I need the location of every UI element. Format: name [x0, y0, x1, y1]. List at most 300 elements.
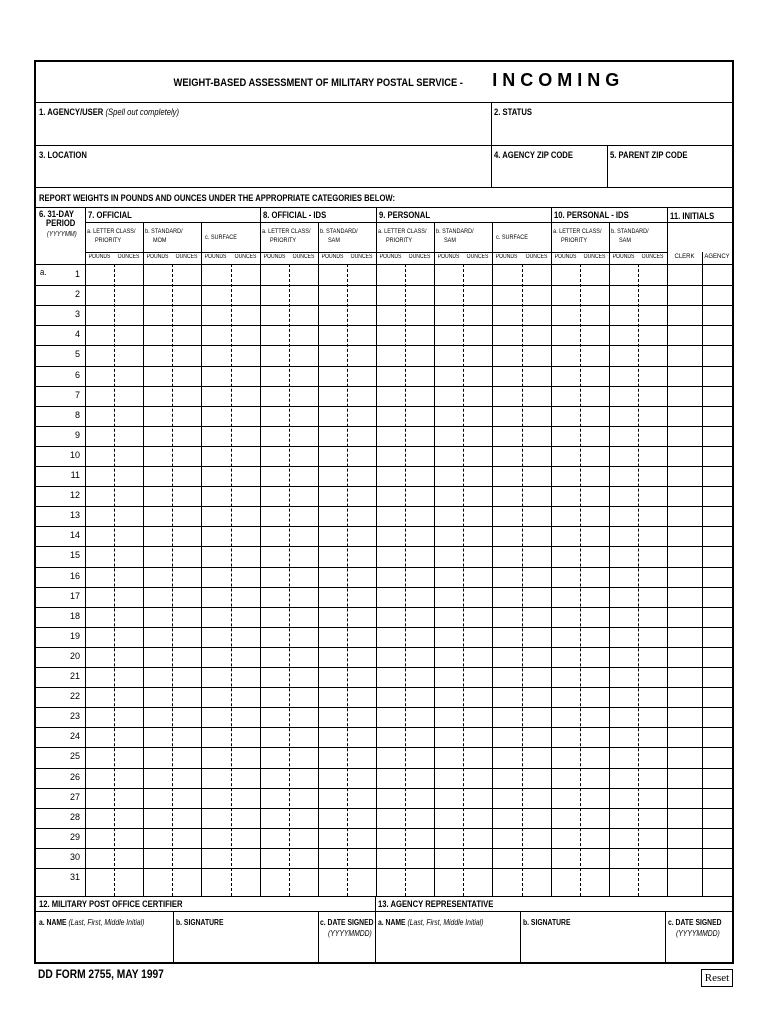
- weight-cell[interactable]: [493, 829, 520, 847]
- weight-cell[interactable]: [144, 326, 171, 344]
- clerk-initials-cell[interactable]: [668, 708, 701, 726]
- weight-cell[interactable]: [173, 547, 200, 565]
- weight-cell[interactable]: [552, 568, 579, 586]
- weight-cell[interactable]: [435, 608, 462, 626]
- weight-cell[interactable]: [348, 326, 375, 344]
- weight-cell[interactable]: [639, 447, 666, 465]
- weight-cell[interactable]: [464, 487, 491, 505]
- weight-cell[interactable]: [173, 789, 200, 807]
- weight-cell[interactable]: [290, 668, 317, 686]
- weight-cell[interactable]: [639, 849, 666, 867]
- weight-cell[interactable]: [290, 326, 317, 344]
- weight-cell[interactable]: [319, 527, 346, 545]
- weight-cell[interactable]: [319, 487, 346, 505]
- weight-cell[interactable]: [406, 648, 433, 666]
- weight-cell[interactable]: [348, 608, 375, 626]
- weight-cell[interactable]: [523, 447, 550, 465]
- weight-cell[interactable]: [115, 748, 142, 766]
- weight-cell[interactable]: [406, 849, 433, 867]
- weight-cell[interactable]: [377, 346, 404, 364]
- weight-cell[interactable]: [144, 869, 171, 887]
- clerk-initials-cell[interactable]: [668, 467, 701, 485]
- weight-cell[interactable]: [115, 367, 142, 385]
- weight-cell[interactable]: [523, 407, 550, 425]
- weight-cell[interactable]: [261, 588, 288, 606]
- weight-cell[interactable]: [406, 367, 433, 385]
- weight-cell[interactable]: [232, 809, 259, 827]
- clerk-initials-cell[interactable]: [668, 608, 701, 626]
- weight-cell[interactable]: [290, 407, 317, 425]
- weight-cell[interactable]: [377, 527, 404, 545]
- weight-cell[interactable]: [610, 527, 637, 545]
- weight-cell[interactable]: [523, 306, 550, 324]
- weight-cell[interactable]: [435, 568, 462, 586]
- weight-cell[interactable]: [202, 286, 229, 304]
- weight-cell[interactable]: [144, 789, 171, 807]
- agency-initials-cell[interactable]: [703, 688, 731, 706]
- weight-cell[interactable]: [435, 829, 462, 847]
- weight-cell[interactable]: [115, 728, 142, 746]
- weight-cell[interactable]: [464, 708, 491, 726]
- weight-cell[interactable]: [86, 527, 113, 545]
- weight-cell[interactable]: [144, 286, 171, 304]
- weight-cell[interactable]: [202, 628, 229, 646]
- weight-cell[interactable]: [232, 688, 259, 706]
- weight-cell[interactable]: [348, 527, 375, 545]
- weight-cell[interactable]: [523, 367, 550, 385]
- weight-cell[interactable]: [435, 849, 462, 867]
- weight-cell[interactable]: [435, 266, 462, 284]
- weight-cell[interactable]: [290, 387, 317, 405]
- weight-cell[interactable]: [493, 809, 520, 827]
- weight-cell[interactable]: [581, 326, 608, 344]
- weight-cell[interactable]: [232, 266, 259, 284]
- weight-cell[interactable]: [464, 849, 491, 867]
- weight-cell[interactable]: [523, 769, 550, 787]
- weight-cell[interactable]: [86, 487, 113, 505]
- weight-cell[interactable]: [115, 346, 142, 364]
- weight-cell[interactable]: [552, 407, 579, 425]
- weight-cell[interactable]: [435, 809, 462, 827]
- weight-cell[interactable]: [493, 648, 520, 666]
- weight-cell[interactable]: [639, 286, 666, 304]
- weight-cell[interactable]: [639, 728, 666, 746]
- weight-cell[interactable]: [261, 568, 288, 586]
- agency-initials-cell[interactable]: [703, 306, 731, 324]
- weight-cell[interactable]: [290, 708, 317, 726]
- weight-cell[interactable]: [377, 748, 404, 766]
- weight-cell[interactable]: [290, 849, 317, 867]
- weight-cell[interactable]: [290, 769, 317, 787]
- weight-cell[interactable]: [493, 286, 520, 304]
- weight-cell[interactable]: [319, 688, 346, 706]
- agency-initials-cell[interactable]: [703, 628, 731, 646]
- weight-cell[interactable]: [319, 769, 346, 787]
- weight-cell[interactable]: [86, 688, 113, 706]
- weight-cell[interactable]: [552, 346, 579, 364]
- weight-cell[interactable]: [232, 326, 259, 344]
- weight-cell[interactable]: [523, 708, 550, 726]
- weight-cell[interactable]: [639, 326, 666, 344]
- weight-cell[interactable]: [115, 628, 142, 646]
- weight-cell[interactable]: [523, 829, 550, 847]
- weight-cell[interactable]: [115, 668, 142, 686]
- weight-cell[interactable]: [610, 286, 637, 304]
- weight-cell[interactable]: [144, 769, 171, 787]
- weight-cell[interactable]: [144, 648, 171, 666]
- weight-cell[interactable]: [261, 407, 288, 425]
- weight-cell[interactable]: [115, 789, 142, 807]
- weight-cell[interactable]: [493, 407, 520, 425]
- weight-cell[interactable]: [348, 407, 375, 425]
- weight-cell[interactable]: [464, 306, 491, 324]
- weight-cell[interactable]: [581, 387, 608, 405]
- weight-cell[interactable]: [261, 648, 288, 666]
- weight-cell[interactable]: [406, 487, 433, 505]
- weight-cell[interactable]: [348, 568, 375, 586]
- weight-cell[interactable]: [377, 809, 404, 827]
- weight-cell[interactable]: [523, 527, 550, 545]
- weight-cell[interactable]: [173, 427, 200, 445]
- weight-cell[interactable]: [377, 829, 404, 847]
- clerk-initials-cell[interactable]: [668, 809, 701, 827]
- weight-cell[interactable]: [144, 507, 171, 525]
- weight-cell[interactable]: [406, 829, 433, 847]
- weight-cell[interactable]: [173, 849, 200, 867]
- weight-cell[interactable]: [261, 487, 288, 505]
- weight-cell[interactable]: [319, 849, 346, 867]
- weight-cell[interactable]: [377, 849, 404, 867]
- weight-cell[interactable]: [406, 708, 433, 726]
- weight-cell[interactable]: [173, 708, 200, 726]
- agency-initials-cell[interactable]: [703, 608, 731, 626]
- status-field[interactable]: [494, 118, 730, 143]
- weight-cell[interactable]: [406, 527, 433, 545]
- weight-cell[interactable]: [290, 346, 317, 364]
- weight-cell[interactable]: [173, 367, 200, 385]
- weight-cell[interactable]: [348, 427, 375, 445]
- weight-cell[interactable]: [319, 306, 346, 324]
- weight-cell[interactable]: [144, 829, 171, 847]
- weight-cell[interactable]: [319, 608, 346, 626]
- weight-cell[interactable]: [319, 588, 346, 606]
- clerk-initials-cell[interactable]: [668, 527, 701, 545]
- weight-cell[interactable]: [493, 326, 520, 344]
- weight-cell[interactable]: [290, 447, 317, 465]
- weight-cell[interactable]: [610, 809, 637, 827]
- weight-cell[interactable]: [610, 487, 637, 505]
- weight-cell[interactable]: [493, 427, 520, 445]
- weight-cell[interactable]: [144, 547, 171, 565]
- weight-cell[interactable]: [435, 628, 462, 646]
- weight-cell[interactable]: [348, 809, 375, 827]
- weight-cell[interactable]: [552, 648, 579, 666]
- weight-cell[interactable]: [464, 527, 491, 545]
- weight-cell[interactable]: [319, 547, 346, 565]
- weight-cell[interactable]: [552, 306, 579, 324]
- clerk-initials-cell[interactable]: [668, 668, 701, 686]
- agency-user-field[interactable]: [38, 118, 488, 143]
- reset-button[interactable]: Reset: [701, 969, 733, 987]
- weight-cell[interactable]: [202, 809, 229, 827]
- weight-cell[interactable]: [232, 849, 259, 867]
- weight-cell[interactable]: [86, 387, 113, 405]
- weight-cell[interactable]: [639, 668, 666, 686]
- weight-cell[interactable]: [523, 387, 550, 405]
- weight-cell[interactable]: [173, 809, 200, 827]
- weight-cell[interactable]: [115, 829, 142, 847]
- weight-cell[interactable]: [464, 648, 491, 666]
- weight-cell[interactable]: [261, 668, 288, 686]
- weight-cell[interactable]: [173, 568, 200, 586]
- weight-cell[interactable]: [86, 407, 113, 425]
- weight-cell[interactable]: [639, 407, 666, 425]
- agency-initials-cell[interactable]: [703, 507, 731, 525]
- weight-cell[interactable]: [493, 628, 520, 646]
- weight-cell[interactable]: [202, 728, 229, 746]
- weight-cell[interactable]: [202, 367, 229, 385]
- weight-cell[interactable]: [144, 467, 171, 485]
- agency-initials-cell[interactable]: [703, 869, 731, 887]
- weight-cell[interactable]: [115, 568, 142, 586]
- weight-cell[interactable]: [610, 588, 637, 606]
- weight-cell[interactable]: [493, 568, 520, 586]
- weight-cell[interactable]: [493, 547, 520, 565]
- weight-cell[interactable]: [290, 809, 317, 827]
- weight-cell[interactable]: [115, 708, 142, 726]
- weight-cell[interactable]: [464, 467, 491, 485]
- weight-cell[interactable]: [232, 769, 259, 787]
- representative-date-field[interactable]: [668, 940, 730, 962]
- weight-cell[interactable]: [232, 728, 259, 746]
- weight-cell[interactable]: [173, 608, 200, 626]
- weight-cell[interactable]: [202, 769, 229, 787]
- weight-cell[interactable]: [406, 286, 433, 304]
- weight-cell[interactable]: [493, 346, 520, 364]
- weight-cell[interactable]: [493, 769, 520, 787]
- weight-cell[interactable]: [348, 507, 375, 525]
- weight-cell[interactable]: [610, 829, 637, 847]
- weight-cell[interactable]: [493, 869, 520, 887]
- weight-cell[interactable]: [406, 668, 433, 686]
- weight-cell[interactable]: [610, 748, 637, 766]
- weight-cell[interactable]: [232, 286, 259, 304]
- weight-cell[interactable]: [493, 748, 520, 766]
- weight-cell[interactable]: [115, 547, 142, 565]
- weight-cell[interactable]: [610, 688, 637, 706]
- weight-cell[interactable]: [348, 688, 375, 706]
- weight-cell[interactable]: [115, 387, 142, 405]
- agency-initials-cell[interactable]: [703, 447, 731, 465]
- weight-cell[interactable]: [639, 628, 666, 646]
- weight-cell[interactable]: [86, 769, 113, 787]
- weight-cell[interactable]: [552, 507, 579, 525]
- weight-cell[interactable]: [552, 789, 579, 807]
- weight-cell[interactable]: [348, 306, 375, 324]
- weight-cell[interactable]: [552, 668, 579, 686]
- weight-cell[interactable]: [86, 608, 113, 626]
- weight-cell[interactable]: [202, 849, 229, 867]
- weight-cell[interactable]: [581, 728, 608, 746]
- weight-cell[interactable]: [202, 507, 229, 525]
- weight-cell[interactable]: [464, 286, 491, 304]
- agency-initials-cell[interactable]: [703, 387, 731, 405]
- weight-cell[interactable]: [290, 547, 317, 565]
- weight-cell[interactable]: [319, 467, 346, 485]
- weight-cell[interactable]: [464, 547, 491, 565]
- weight-cell[interactable]: [406, 588, 433, 606]
- weight-cell[interactable]: [144, 387, 171, 405]
- weight-cell[interactable]: [493, 849, 520, 867]
- weight-cell[interactable]: [290, 266, 317, 284]
- weight-cell[interactable]: [115, 869, 142, 887]
- weight-cell[interactable]: [261, 748, 288, 766]
- weight-cell[interactable]: [435, 346, 462, 364]
- weight-cell[interactable]: [639, 487, 666, 505]
- weight-cell[interactable]: [319, 628, 346, 646]
- weight-cell[interactable]: [493, 608, 520, 626]
- weight-cell[interactable]: [464, 447, 491, 465]
- weight-cell[interactable]: [523, 568, 550, 586]
- weight-cell[interactable]: [144, 849, 171, 867]
- weight-cell[interactable]: [173, 769, 200, 787]
- weight-cell[interactable]: [86, 628, 113, 646]
- weight-cell[interactable]: [232, 869, 259, 887]
- weight-cell[interactable]: [319, 427, 346, 445]
- weight-cell[interactable]: [232, 568, 259, 586]
- weight-cell[interactable]: [435, 869, 462, 887]
- agency-initials-cell[interactable]: [703, 648, 731, 666]
- weight-cell[interactable]: [202, 467, 229, 485]
- weight-cell[interactable]: [493, 367, 520, 385]
- weight-cell[interactable]: [435, 547, 462, 565]
- weight-cell[interactable]: [639, 547, 666, 565]
- weight-cell[interactable]: [86, 367, 113, 385]
- weight-cell[interactable]: [552, 708, 579, 726]
- weight-cell[interactable]: [639, 829, 666, 847]
- agency-initials-cell[interactable]: [703, 407, 731, 425]
- weight-cell[interactable]: [435, 467, 462, 485]
- weight-cell[interactable]: [261, 869, 288, 887]
- weight-cell[interactable]: [261, 809, 288, 827]
- weight-cell[interactable]: [406, 306, 433, 324]
- clerk-initials-cell[interactable]: [668, 427, 701, 445]
- weight-cell[interactable]: [435, 407, 462, 425]
- weight-cell[interactable]: [319, 266, 346, 284]
- weight-cell[interactable]: [377, 447, 404, 465]
- weight-cell[interactable]: [406, 789, 433, 807]
- agency-initials-cell[interactable]: [703, 286, 731, 304]
- weight-cell[interactable]: [464, 326, 491, 344]
- clerk-initials-cell[interactable]: [668, 688, 701, 706]
- weight-cell[interactable]: [406, 688, 433, 706]
- weight-cell[interactable]: [86, 467, 113, 485]
- weight-cell[interactable]: [406, 326, 433, 344]
- clerk-initials-cell[interactable]: [668, 326, 701, 344]
- weight-cell[interactable]: [523, 789, 550, 807]
- weight-cell[interactable]: [464, 608, 491, 626]
- weight-cell[interactable]: [639, 306, 666, 324]
- weight-cell[interactable]: [86, 306, 113, 324]
- weight-cell[interactable]: [581, 748, 608, 766]
- weight-cell[interactable]: [348, 387, 375, 405]
- clerk-initials-cell[interactable]: [668, 487, 701, 505]
- weight-cell[interactable]: [464, 407, 491, 425]
- weight-cell[interactable]: [552, 387, 579, 405]
- weight-cell[interactable]: [290, 588, 317, 606]
- weight-cell[interactable]: [348, 728, 375, 746]
- weight-cell[interactable]: [610, 789, 637, 807]
- weight-cell[interactable]: [435, 708, 462, 726]
- weight-cell[interactable]: [552, 547, 579, 565]
- weight-cell[interactable]: [552, 628, 579, 646]
- weight-cell[interactable]: [144, 306, 171, 324]
- weight-cell[interactable]: [639, 588, 666, 606]
- weight-cell[interactable]: [232, 829, 259, 847]
- weight-cell[interactable]: [377, 266, 404, 284]
- agency-initials-cell[interactable]: [703, 568, 731, 586]
- weight-cell[interactable]: [406, 266, 433, 284]
- weight-cell[interactable]: [290, 628, 317, 646]
- weight-cell[interactable]: [552, 467, 579, 485]
- weight-cell[interactable]: [144, 608, 171, 626]
- weight-cell[interactable]: [377, 306, 404, 324]
- weight-cell[interactable]: [377, 668, 404, 686]
- weight-cell[interactable]: [202, 608, 229, 626]
- weight-cell[interactable]: [406, 809, 433, 827]
- weight-cell[interactable]: [406, 427, 433, 445]
- clerk-initials-cell[interactable]: [668, 869, 701, 887]
- weight-cell[interactable]: [232, 447, 259, 465]
- weight-cell[interactable]: [173, 648, 200, 666]
- weight-cell[interactable]: [202, 648, 229, 666]
- weight-cell[interactable]: [144, 708, 171, 726]
- weight-cell[interactable]: [435, 688, 462, 706]
- weight-cell[interactable]: [610, 346, 637, 364]
- weight-cell[interactable]: [202, 789, 229, 807]
- weight-cell[interactable]: [464, 266, 491, 284]
- weight-cell[interactable]: [232, 648, 259, 666]
- weight-cell[interactable]: [552, 487, 579, 505]
- weight-cell[interactable]: [86, 708, 113, 726]
- weight-cell[interactable]: [319, 789, 346, 807]
- weight-cell[interactable]: [406, 447, 433, 465]
- weight-cell[interactable]: [639, 769, 666, 787]
- certifier-signature-field[interactable]: [176, 930, 316, 962]
- weight-cell[interactable]: [639, 708, 666, 726]
- weight-cell[interactable]: [319, 286, 346, 304]
- weight-cell[interactable]: [464, 789, 491, 807]
- weight-cell[interactable]: [348, 266, 375, 284]
- agency-initials-cell[interactable]: [703, 708, 731, 726]
- weight-cell[interactable]: [173, 869, 200, 887]
- weight-cell[interactable]: [435, 748, 462, 766]
- weight-cell[interactable]: [173, 447, 200, 465]
- weight-cell[interactable]: [464, 588, 491, 606]
- weight-cell[interactable]: [639, 869, 666, 887]
- weight-cell[interactable]: [319, 367, 346, 385]
- weight-cell[interactable]: [552, 427, 579, 445]
- weight-cell[interactable]: [610, 608, 637, 626]
- clerk-initials-cell[interactable]: [668, 507, 701, 525]
- weight-cell[interactable]: [86, 507, 113, 525]
- weight-cell[interactable]: [173, 467, 200, 485]
- weight-cell[interactable]: [202, 346, 229, 364]
- weight-cell[interactable]: [610, 708, 637, 726]
- weight-cell[interactable]: [581, 829, 608, 847]
- weight-cell[interactable]: [435, 427, 462, 445]
- weight-cell[interactable]: [435, 367, 462, 385]
